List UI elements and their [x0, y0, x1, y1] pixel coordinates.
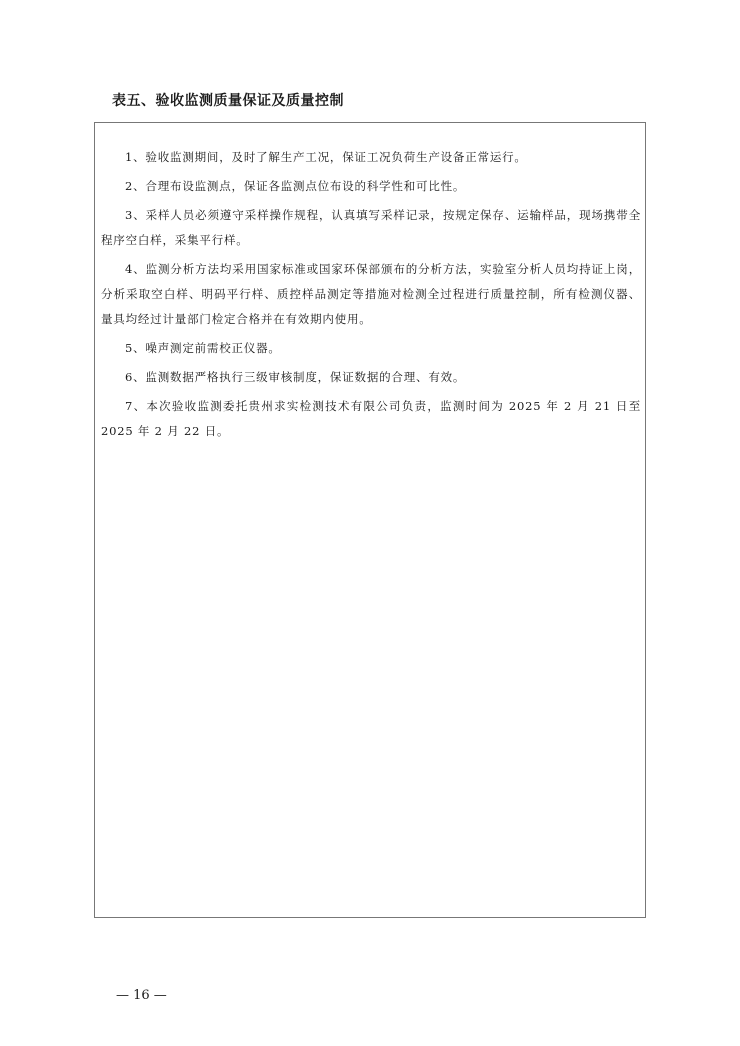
paragraph-5: 5、噪声测定前需校正仪器。: [125, 341, 281, 355]
paragraph-7: 7、本次验收监测委托贵州求实检测技术有限公司负责，监测时间为 2025 年 2 月 21 日至 2025 年 2 月 22 日。: [101, 399, 641, 438]
paragraph-4: 4、监测分析方法均采用国家标准或国家环保部颁布的分析方法，实验室分析人员均持证上岗，分析采取空白样、明码平行样、质控样品测定等措施对检测全过程进行质量控制，所有检测仪器、量具均经过计量部门检定合格并在有效期内使用。: [101, 262, 641, 326]
paragraph-1: 1、验收监测期间，及时了解生产工况，保证工况负荷生产设备正常运行。: [125, 150, 527, 164]
paragraph-2: 2、合理布设监测点，保证各监测点位布设的科学性和可比性。: [125, 179, 466, 193]
paragraph-list: [101, 145, 641, 448]
page-number: — 16 —: [116, 988, 167, 1003]
table-title: 表五、验收监测质量保证及质量控制: [112, 93, 344, 109]
paragraph-6: 6、监测数据严格执行三级审核制度，保证数据的合理、有效。: [125, 370, 466, 384]
paragraph-3: 3、采样人员必须遵守采样操作规程，认真填写采样记录，按规定保存、运输样品，现场携带全程序空白样，采集平行样。: [101, 208, 641, 247]
